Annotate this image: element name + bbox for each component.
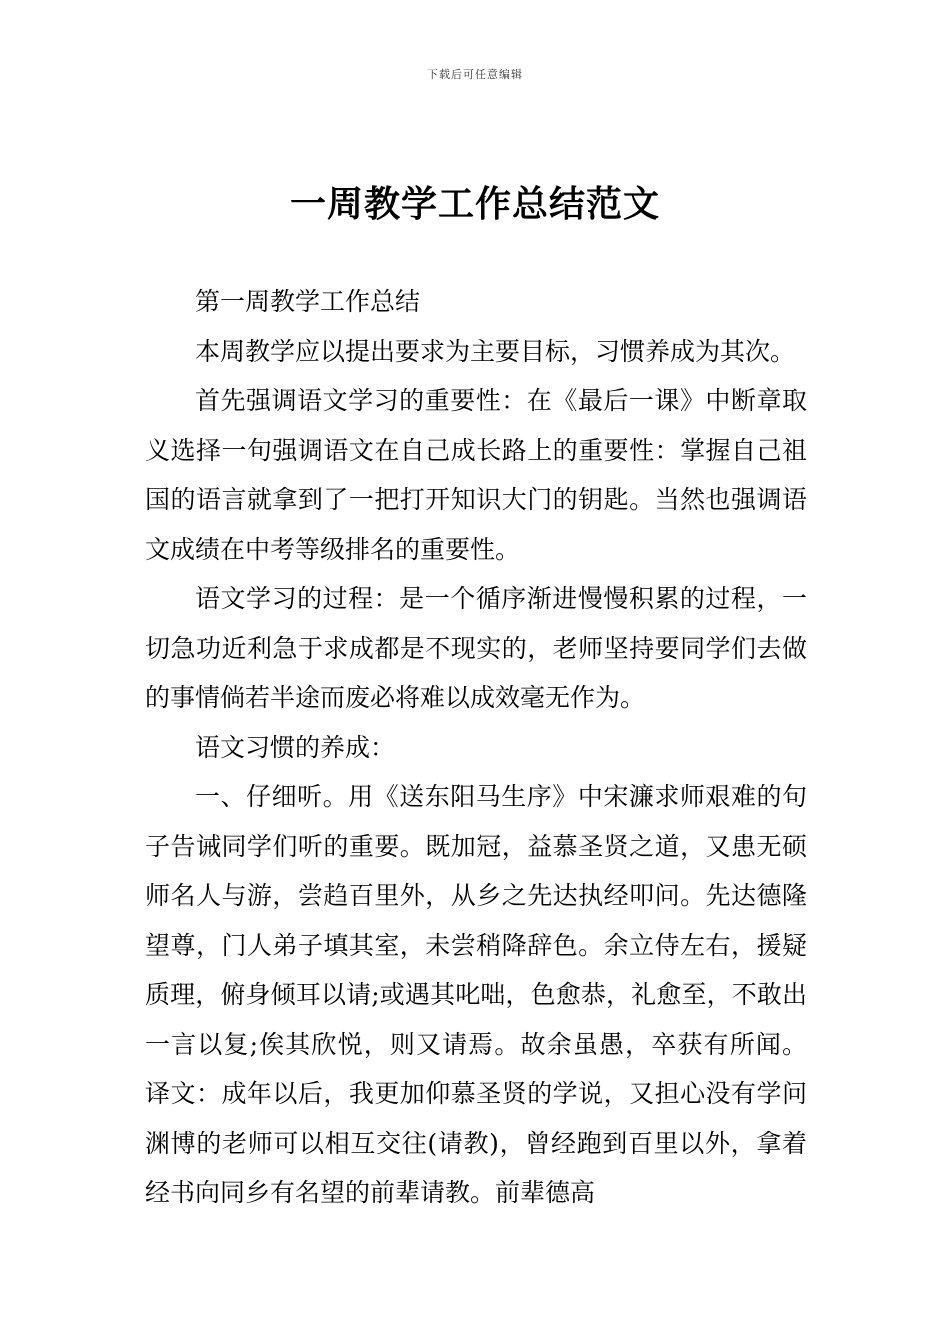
paragraph-section-heading: 第一周教学工作总结 (195, 287, 421, 316)
paragraph: 语文学习的过程：是一个循序渐进慢慢积累的过程，一切急功近利急于求成都是不现实的，老师坚持要同学们去做的事情倘若半途而废必将难以成效毫无作为。 (145, 584, 807, 712)
paragraph: 语文习惯的养成： (195, 732, 396, 762)
paragraph: 一、仔细听。用《送东阳马生序》中宋濂求师艰难的句子告诫同学们听的重要。既加冠，益慕圣贤之道，又患无硕师名人与游，尝趋百里外，从乡之先达执经叩问。先达德隆望尊，门人弟子填其室，未尝稍降辞色。余立侍左右，援疑质理，俯身倾耳以请;或遇其叱咄，色愈恭，礼愈至，不敢出一言以复;俟其欣悦，则又请焉。故余虽愚，卒获有所闻。 译文：成年以后，我更加仰慕圣贤的学说，又担心没有学问渊博的老师可以相互交往(请教)，曾经跑到百里以外，拿着经书向同乡有名望的前辈请教。前辈德高 (145, 782, 807, 1207)
document-title: 一周教学工作总结范文 (289, 184, 660, 225)
document-body (145, 277, 807, 1218)
paragraph: 首先强调语文学习的重要性：在《最后一课》中断章取义选择一句强调语文在自己成长路上的重要性：掌握自己祖国的语言就拿到了一把打开知识大门的钥匙。当然也强调语文成绩在中考等级排名的重要性。 (145, 386, 807, 564)
paragraph: 本周教学应以提出要求为主要目标，习惯养成为其次。 (195, 336, 796, 366)
header-note: 下载后可任意编辑 (427, 68, 523, 81)
